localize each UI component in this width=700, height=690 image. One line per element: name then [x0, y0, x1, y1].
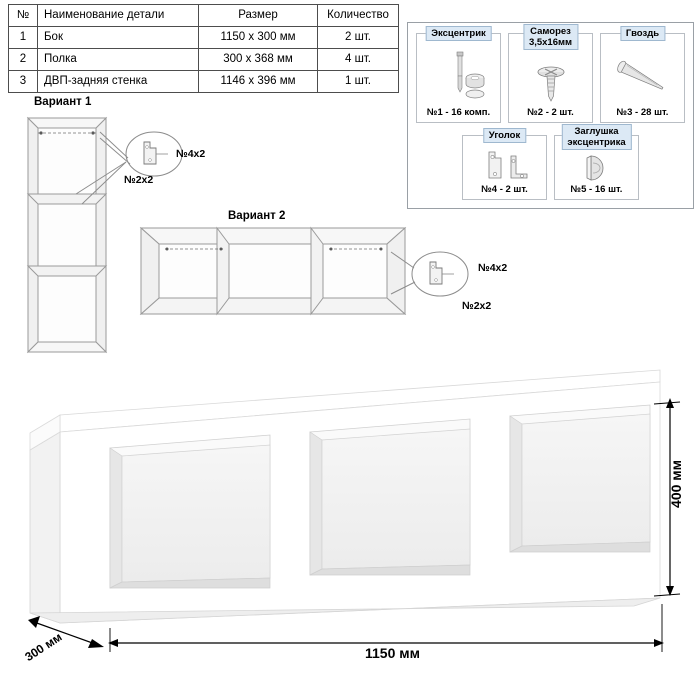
table-row	[9, 49, 399, 71]
table-header-size: Размер	[199, 5, 318, 27]
eccentric-icon	[417, 48, 500, 104]
cell-num: 1	[9, 27, 38, 49]
table-row	[9, 71, 399, 93]
cell-name: Полка	[38, 49, 199, 71]
dimension-height: 400 мм	[668, 460, 684, 508]
hardware-panel	[407, 22, 694, 209]
parts-table	[8, 4, 399, 93]
cell-size: 1146 x 396 мм	[199, 71, 318, 93]
hardware-item-nail	[600, 28, 685, 123]
dimension-width: 1150 мм	[365, 645, 420, 661]
cell-name: ДВП-задняя стенка	[38, 71, 199, 93]
hardware-title: Гвоздь	[620, 26, 665, 41]
corner-bracket-icon	[463, 148, 546, 183]
cell-num: 3	[9, 71, 38, 93]
hardware-title-line1: Саморез	[530, 26, 571, 37]
hardware-title: Эксцентрик	[425, 26, 492, 41]
hardware-title	[561, 124, 631, 150]
nail-icon	[601, 48, 684, 104]
cell-size: 300 x 368 мм	[199, 49, 318, 71]
dimension-depth: 300 мм	[22, 629, 65, 664]
hardware-caption: №2 - 2 шт.	[527, 107, 574, 118]
hardware-title-line2: эксцентрика	[567, 137, 626, 148]
cell-num: 2	[9, 49, 38, 71]
cell-name: Бок	[38, 27, 199, 49]
table-header-num: №	[9, 5, 38, 27]
eccentric-cap-icon	[555, 152, 638, 183]
hardware-title	[523, 24, 578, 50]
hardware-caption: №5 - 16 шт.	[570, 184, 623, 195]
hardware-caption: №3 - 28 шт.	[616, 107, 669, 118]
variant-1-label: Вариант 1	[34, 96, 92, 108]
cell-qty: 4 шт.	[318, 49, 399, 71]
hardware-item-cap	[554, 126, 639, 200]
cell-qty: 1 шт.	[318, 71, 399, 93]
main-product-render	[22, 360, 682, 660]
variant-1-callout-top: №4x2	[176, 148, 206, 160]
hardware-title-line1: Заглушка	[574, 126, 619, 137]
table-row	[9, 27, 399, 49]
hardware-item-screw	[508, 26, 593, 123]
table-header-row	[9, 5, 399, 27]
hardware-caption: №1 - 16 комп.	[426, 107, 491, 118]
cell-size: 1150 x 300 мм	[199, 27, 318, 49]
variant-1-callout-bottom: №2x2	[124, 174, 154, 186]
table-header-qty: Количество	[318, 5, 399, 27]
hardware-title: Уголок	[483, 128, 526, 143]
variant-2-diagram	[135, 222, 475, 332]
hardware-title-line2: 3,5x16мм	[528, 37, 573, 48]
table-header-name: Наименование детали	[38, 5, 199, 27]
variant-2-label: Вариант 2	[228, 210, 286, 222]
hardware-caption: №4 - 2 шт.	[481, 184, 528, 195]
cell-qty: 2 шт.	[318, 27, 399, 49]
variant-2-callout-bottom: №2x2	[462, 300, 492, 312]
variant-2-callout-top: №4x2	[478, 262, 508, 274]
hardware-item-eccentric	[416, 28, 501, 123]
screw-icon	[509, 56, 592, 104]
hardware-item-corner	[462, 130, 547, 200]
